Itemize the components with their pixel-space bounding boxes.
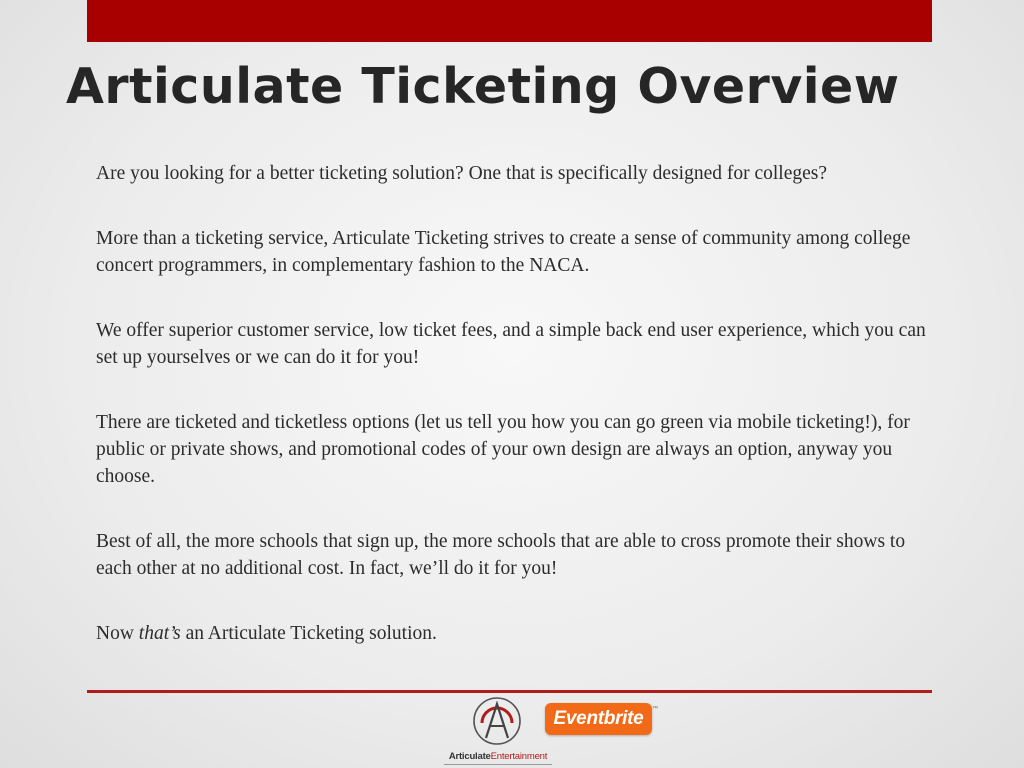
closing-prefix: Now <box>96 623 139 644</box>
articulate-entertainment-logo <box>440 696 556 766</box>
bottom-divider <box>87 690 932 693</box>
ae-wordmark <box>440 751 556 762</box>
paragraph-community: More than a ticketing service, Articulate Ticketing strives to create a sense of community among college concert programmers, in complementary fashion to the NACA. <box>96 228 911 276</box>
slide-body <box>96 160 926 685</box>
paragraph-best-of-all: Best of all, the more schools that sign up, the more schools that are able to cross promote their shows to each other at no additional cost. In fact, we’ll do it for you! <box>96 531 906 579</box>
closing-emphasis: that’s <box>138 623 181 644</box>
paragraph-service: We offer superior customer service, low ticket fees, and a simple back end user experience, which you can set up yourselves or we can do it for you! <box>96 320 926 368</box>
paragraph-closing <box>96 620 926 647</box>
slide-title: Articulate Ticketing Overview <box>66 58 900 115</box>
eventbrite-wordmark: Eventbrite <box>553 708 644 729</box>
eventbrite-trademark: ™ <box>652 706 658 712</box>
paragraph-intro: Are you looking for a better ticketing solution? One that is specifically designed for colleges? <box>96 163 828 184</box>
ae-underline <box>444 764 552 765</box>
ae-monogram-icon <box>472 696 522 746</box>
ae-wordmark-rest: Entertainment <box>490 751 548 762</box>
closing-suffix: an Articulate Ticketing solution. <box>180 623 437 644</box>
ae-wordmark-bold: Articulate <box>448 751 491 762</box>
eventbrite-logo <box>545 703 652 735</box>
paragraph-options: There are ticketed and ticketless options (let us tell you how you can go green via mobile ticketing!), for public or private shows, and promotional codes of your own design are always an option, anyway you choose. <box>96 412 910 487</box>
top-accent-bar <box>87 0 932 42</box>
